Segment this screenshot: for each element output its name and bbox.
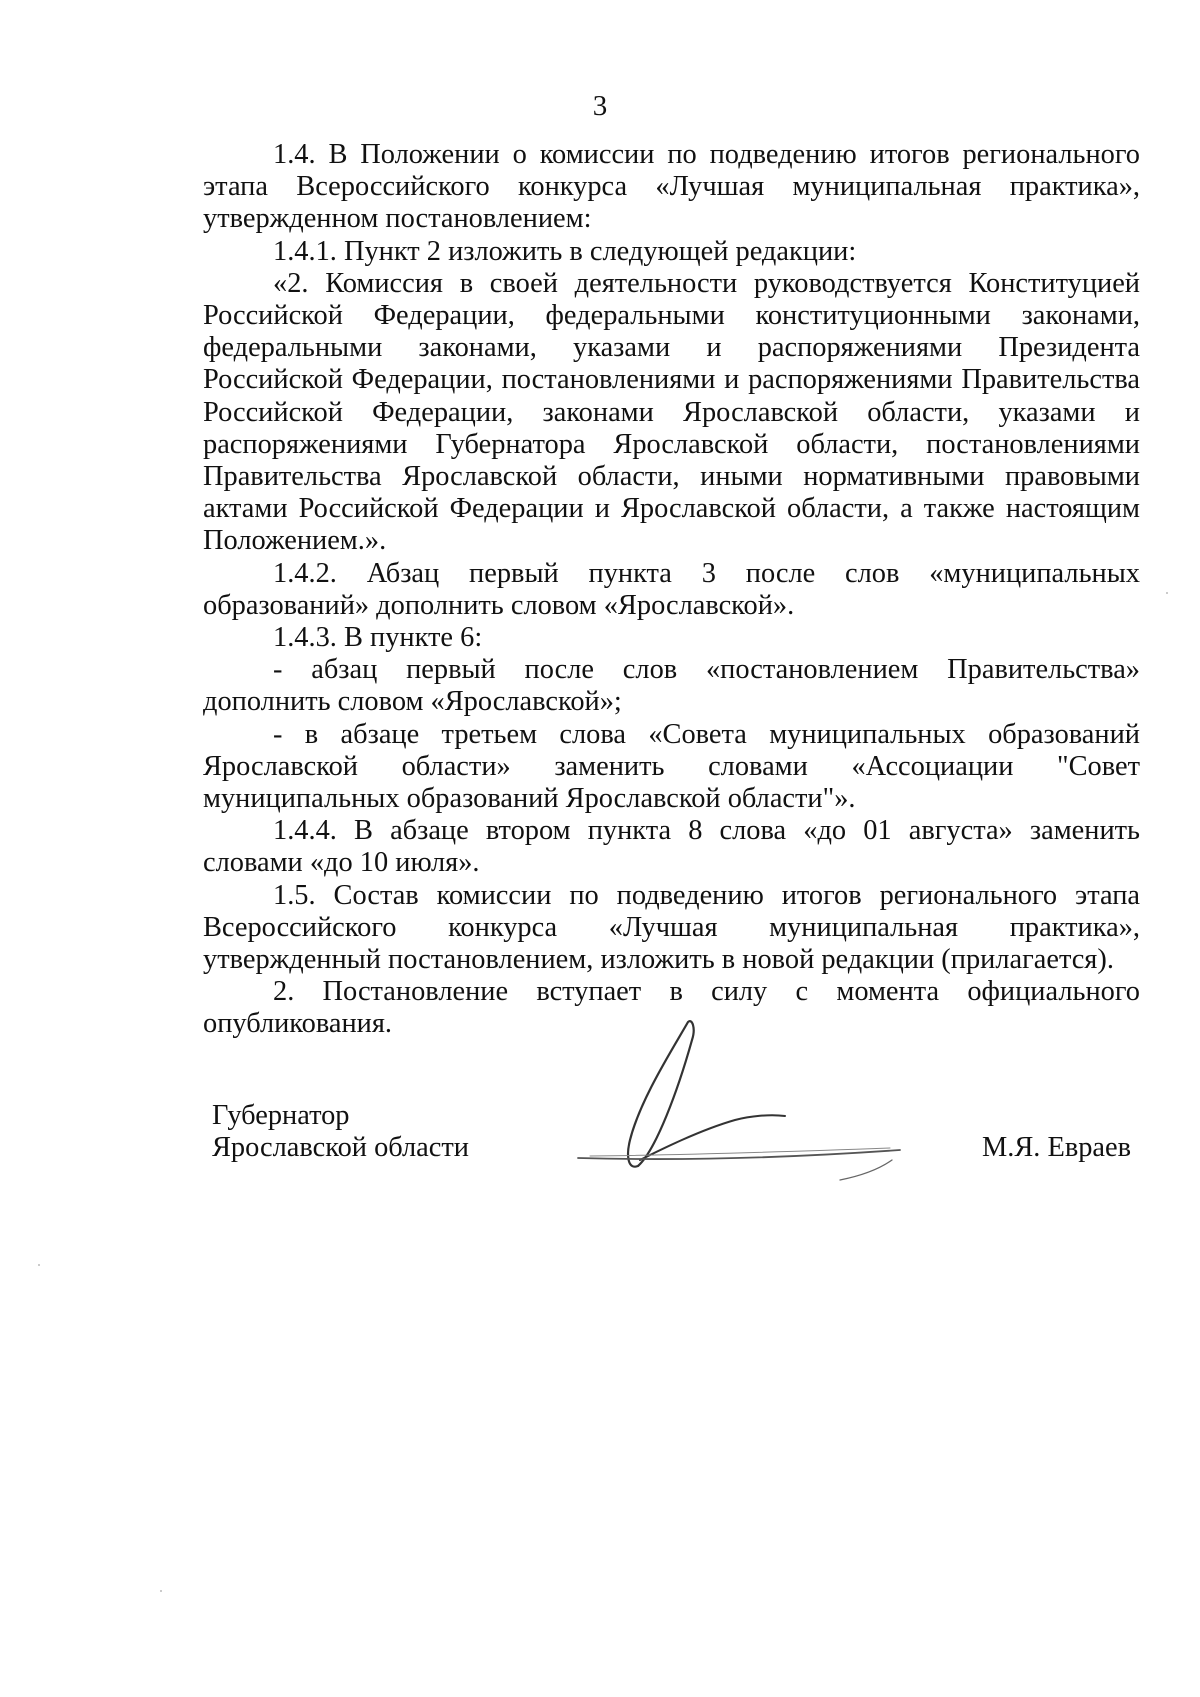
scan-speck — [160, 1590, 162, 1592]
paragraph-1-5: 1.5. Состав комиссии по подведению итогов регионального этапа Всероссийского конкурса «Лучшая муниципальная практика», утвержденный постановлением, изложить в новой редакции (прилагается). — [203, 879, 1140, 976]
handwritten-signature — [560, 1010, 940, 1190]
scan-speck — [1166, 592, 1168, 594]
paragraph-1-4: 1.4. В Положении о комиссии по подведению итогов регионального этапа Всероссийского конкурса «Лучшая муниципальная практика», утвержденном постановлением: — [203, 139, 1140, 235]
paragraph-1-4-3: 1.4.3. В пункте 6: — [273, 622, 483, 654]
document-body — [203, 139, 1140, 1041]
paragraph-2: 2. Постановление вступает в силу с момента официального опубликования. — [203, 976, 1140, 1040]
paragraph-1-4-1: 1.4.1. Пункт 2 изложить в следующей редакции: — [273, 235, 857, 267]
paragraph-quoted-clause-2: «2. Комиссия в своей деятельности руководствуется Конституцией Российской Федерации, федеральными конституционными законами, федеральными законами, указами и распоряжениями Президента Российской Федерации, постановлениями и распоряжениями Правительства Российской Федерации, законами Ярославской области, указами и распоряжениями Губернатора Ярославской области, постановлениями Правительства Ярославской области, иными нормативными правовыми актами Российской Федерации и Ярославской области, а также настоящим Положением.». — [203, 267, 1140, 557]
paragraph-1-4-3-item-1: - абзац первый после слов «постановлением Правительства» дополнить словом «Ярославской»; — [203, 654, 1140, 718]
signatory-title-line-1: Губернатор — [212, 1100, 350, 1131]
paragraph-1-4-3-item-2: - в абзаце третьем слова «Совета муниципальных образований Ярославской области» заменить словами «Ассоциации "Совет муниципальных образований Ярославской области"». — [203, 718, 1140, 815]
signatory-title-line-2: Ярославской области — [212, 1132, 469, 1163]
page-number: 3 — [592, 90, 608, 122]
signer-name: М.Я. Евраев — [982, 1132, 1132, 1163]
paragraph-1-4-4: 1.4.4. В абзаце втором пункта 8 слова «до 01 августа» заменить словами «до 10 июля». — [203, 815, 1140, 879]
paragraph-1-4-2: 1.4.2. Абзац первый пункта 3 после слов «муниципальных образований» дополнить словом «Ярославской». — [203, 557, 1140, 621]
signatory-title — [212, 1100, 469, 1164]
scan-speck — [38, 1264, 40, 1266]
